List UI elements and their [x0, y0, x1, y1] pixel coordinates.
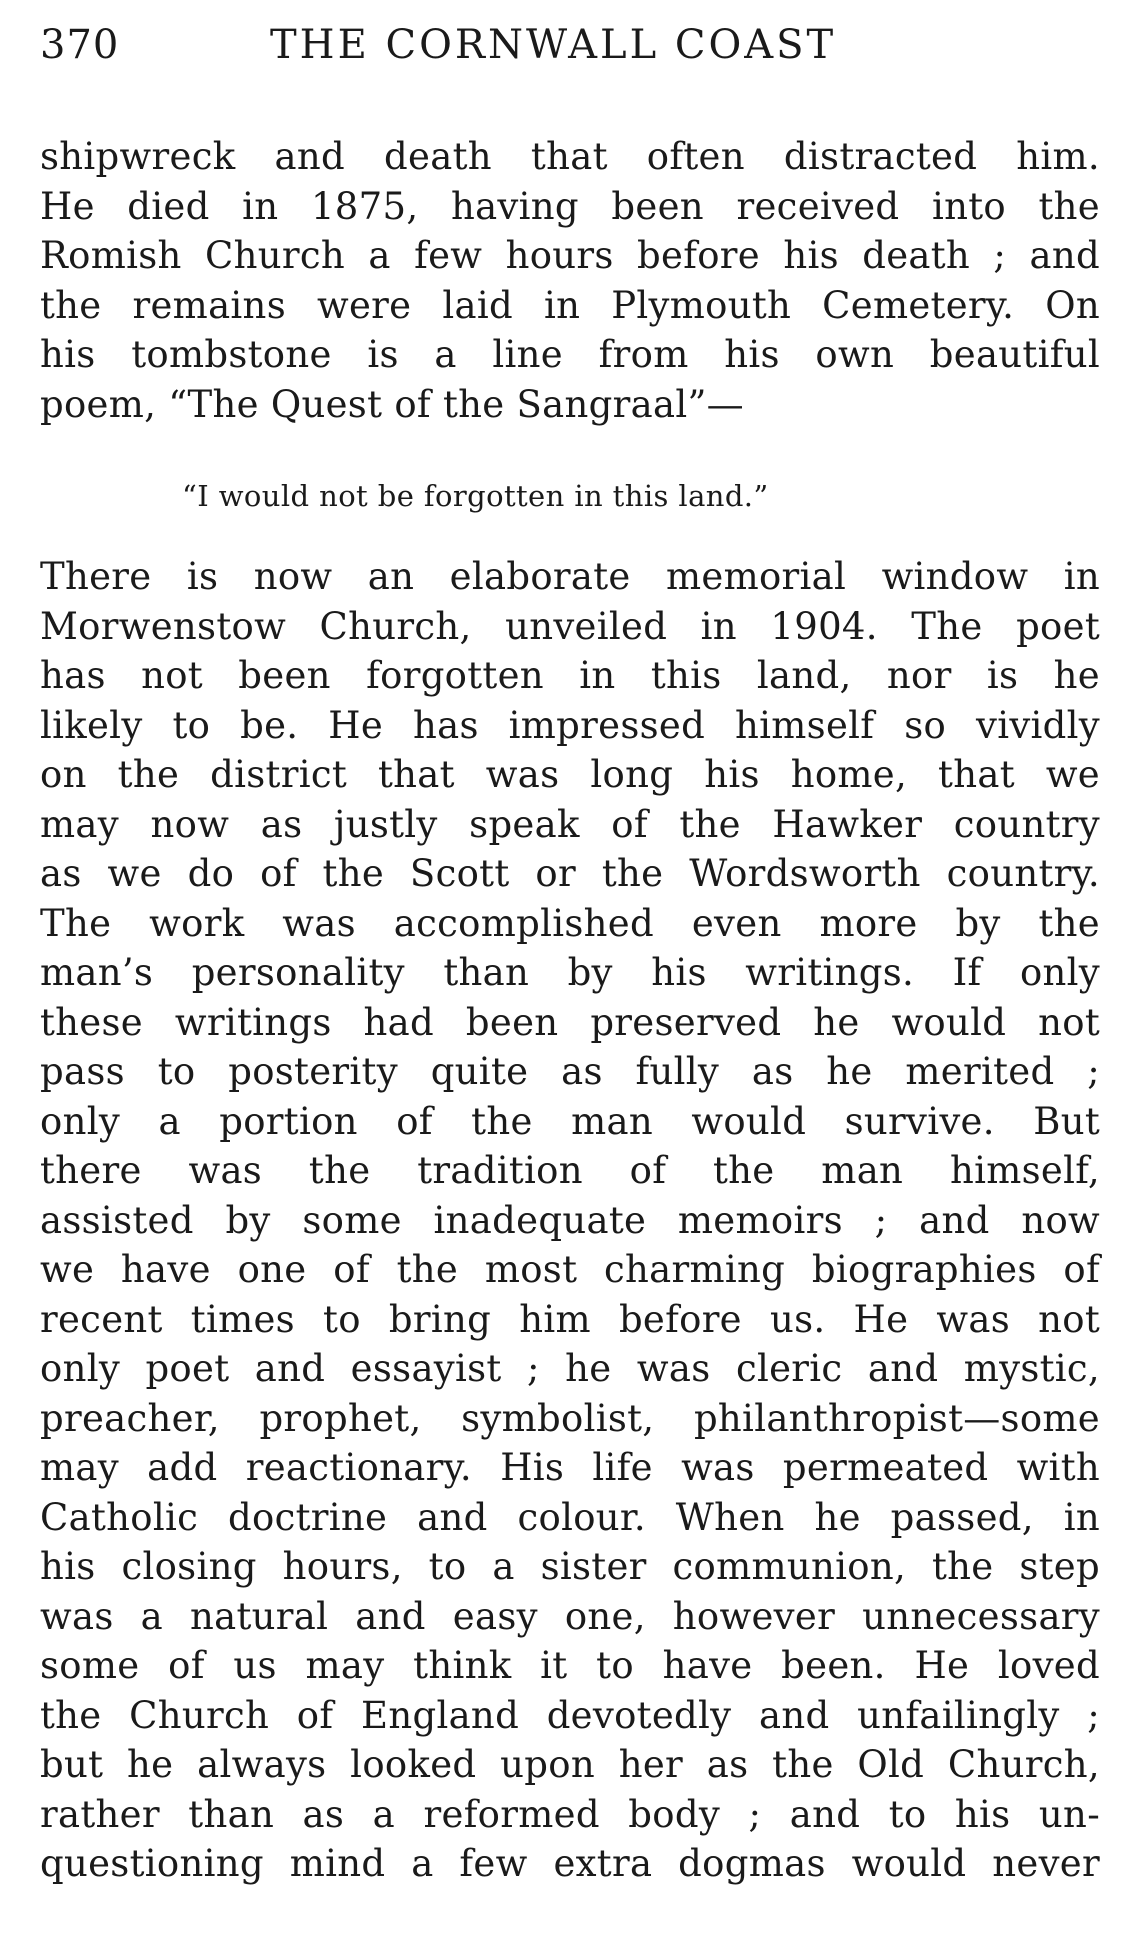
text-line: these writings had been preserved he would not — [40, 1000, 1100, 1044]
book-page — [40, 20, 1100, 1889]
text-line: Catholic doctrine and colour. When he passed, in — [40, 1495, 1100, 1539]
text-line: his tombstone is a line from his own beautiful — [40, 333, 1100, 376]
text-line: we have one of the most charming biographies of — [40, 1248, 1100, 1291]
text-line: but he always looked upon her as the Old Church, — [40, 1743, 1100, 1786]
text-line: has not been forgotten in this land, nor is he — [40, 654, 1100, 697]
text-line: preacher, prophet, symbolist, philanthropist—some — [40, 1396, 1100, 1440]
page-number: 370 — [40, 22, 120, 68]
text-line: was a natural and easy one, however unnecessary — [40, 1594, 1100, 1638]
text-line: his closing hours, to a sister communion, the step — [40, 1545, 1100, 1588]
text-line: There is now an elaborate memorial window in — [40, 555, 1100, 598]
text-line: some of us may think it to have been. He loved — [40, 1644, 1100, 1687]
block-quote: “I would not be forgotten in this land.” — [182, 479, 769, 513]
text-line: man’s personality than by his writings. If only — [40, 951, 1100, 994]
text-line: on the district that was long his home, that we — [40, 753, 1100, 796]
text-line: there was the tradition of the man himself, — [40, 1149, 1100, 1192]
text-line: as we do of the Scott or the Wordsworth country. — [40, 852, 1100, 895]
text-line: Romish Church a few hours before his death ; and — [40, 234, 1100, 277]
text-line: assisted by some inadequate memoirs ; and now — [40, 1198, 1100, 1242]
text-line: rather than as a reformed body ; and to his un- — [40, 1792, 1100, 1836]
text-line: pass to posterity quite as fully as he merited ; — [40, 1050, 1100, 1093]
paragraph-2 — [40, 552, 1100, 1889]
paragraph-1 — [40, 132, 1100, 429]
text-line: the Church of England devotedly and unfailingly ; — [40, 1693, 1100, 1737]
text-line: recent times to bring him before us. He was not — [40, 1297, 1100, 1341]
text-line: likely to be. He has impressed himself so vividly — [40, 703, 1100, 747]
text-line: shipwreck and death that often distracted him. — [40, 135, 1100, 178]
text-line: He died in 1875, having been received into the — [40, 184, 1100, 228]
text-line: only poet and essayist ; he was cleric and mystic, — [40, 1347, 1100, 1390]
text-line: poem, “The Quest of the Sangraal”— — [40, 382, 744, 426]
text-line: questioning mind a few extra dogmas would never — [40, 1842, 1100, 1885]
text-line: Morwenstow Church, unveiled in 1904. The poet — [40, 604, 1100, 648]
text-line: only a portion of the man would survive. But — [40, 1099, 1100, 1143]
running-title: THE CORNWALL COAST — [270, 22, 837, 68]
text-line: may now as justly speak of the Hawker country — [40, 802, 1100, 846]
text-line: the remains were laid in Plymouth Cemetery. On — [40, 283, 1100, 327]
text-line: The work was accomplished even more by the — [40, 901, 1100, 945]
running-head — [40, 20, 1100, 70]
text-line: may add reactionary. His life was permeated with — [40, 1446, 1100, 1489]
